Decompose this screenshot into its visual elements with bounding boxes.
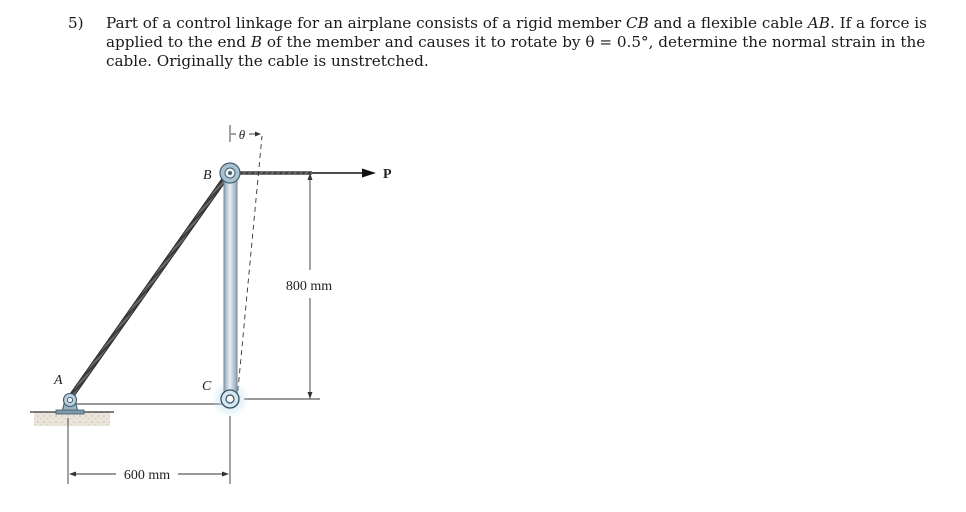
label-theta: θ [238,127,246,142]
theta-indicator [230,125,261,142]
label-p: P [383,167,392,182]
problem-text-part3: . If a force is applied to the end [106,14,927,51]
problem-text-part1: Part of a control linkage for an airplane consists of a rigid member [106,14,627,32]
dim-label-800: 800 mm [285,279,333,294]
problem-text-part2: and a flexible cable [648,14,808,32]
joint-b [220,163,240,183]
label-c: C [202,379,212,394]
label-b: B [203,168,212,183]
pin-c [221,390,239,408]
member-cb [224,176,237,396]
problem-text-part4: of the member and causes it to rotate by θ = 0.5°, determine the normal strain in the cable. Originally the cable is unstretched. [106,33,926,70]
dim-label-600: 600 mm [123,468,171,483]
dimension-800mm [286,173,332,399]
member-name: CB [626,14,649,32]
cable-ab-texture [70,174,228,398]
cable-name: AB [807,14,830,32]
rotated-position-line [237,136,262,400]
end-name: B [250,33,263,51]
problem-number: 5) [68,14,84,32]
force-arrow-p [312,167,392,182]
dimension-600mm [69,468,229,483]
label-a: A [54,373,63,388]
